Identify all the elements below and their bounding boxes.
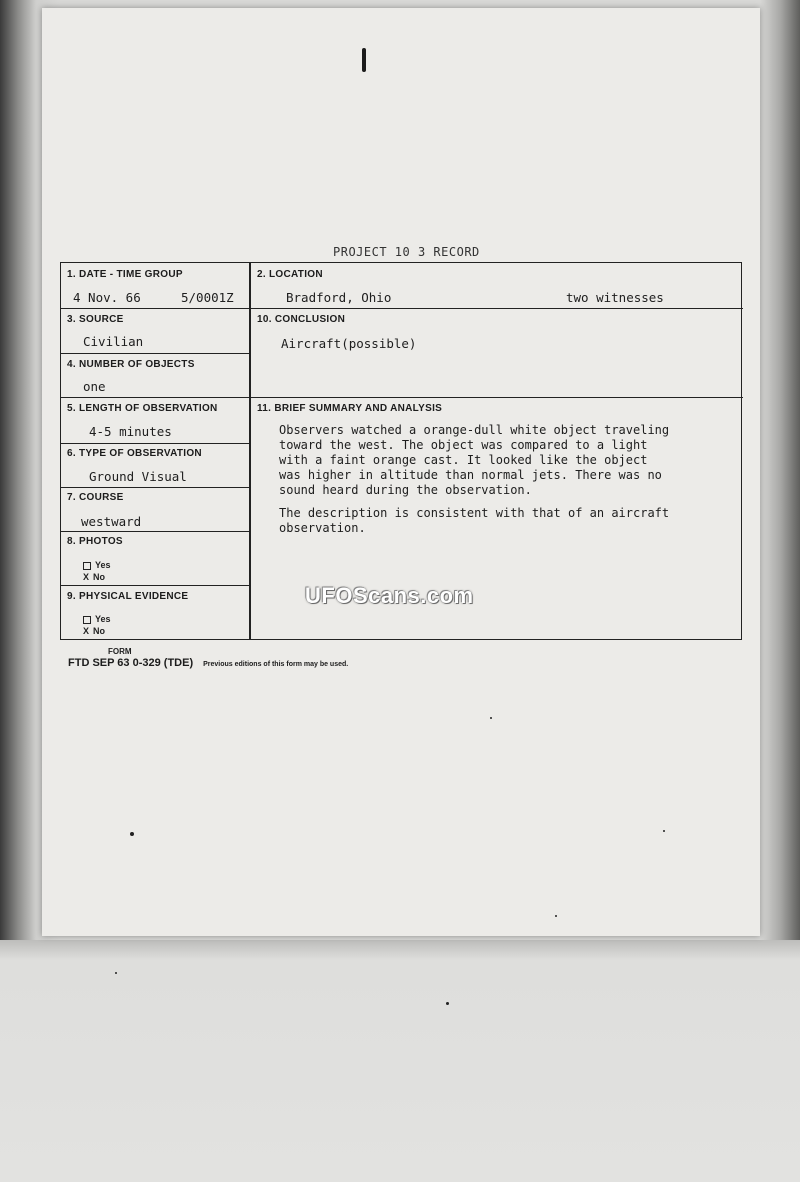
watermark: UFOScans.com <box>305 583 474 608</box>
number-of-objects-label: 4. NUMBER OF OBJECTS <box>67 359 195 370</box>
time-value: 5/0001Z <box>181 290 234 305</box>
row-divider <box>61 397 743 398</box>
summary-paragraph: The description is consistent with that of an aircraft observation. <box>279 506 670 535</box>
date-value: 4 Nov. 66 <box>73 290 141 305</box>
conclusion-label: 10. CONCLUSION <box>257 314 346 325</box>
evidence-no-option: X No <box>83 626 106 636</box>
row-divider <box>61 487 249 488</box>
footer-note: Previous editions of this form may be used. <box>203 661 349 668</box>
photos-yes-option: Yes <box>83 560 111 570</box>
source-value: Civilian <box>83 334 144 349</box>
speck <box>115 972 117 974</box>
check-mark: X <box>83 572 90 582</box>
check-mark: X <box>83 626 90 636</box>
speck <box>555 915 557 917</box>
footer-form-id: FTD SEP 63 0-329 (TDE) Previous editions of this form may be used. <box>68 657 349 669</box>
footer-form-word: FORM <box>108 647 132 656</box>
column-divider <box>249 263 251 639</box>
type-of-observation-label: 6. TYPE OF OBSERVATION <box>67 448 202 459</box>
row-divider <box>61 443 249 444</box>
course-label: 7. COURSE <box>67 492 124 503</box>
ink-mark <box>362 48 366 72</box>
summary-text <box>279 423 719 544</box>
speck <box>490 717 492 719</box>
length-of-observation-label: 5. LENGTH OF OBSERVATION <box>67 403 218 414</box>
scan-lower-area <box>0 940 800 1182</box>
conclusion-value: Aircraft(possible) <box>281 336 417 351</box>
type-of-observation-value: Ground Visual <box>89 469 187 484</box>
speck <box>446 1002 449 1005</box>
summary-paragraph: Observers watched a orange-dull white object traveling toward the west. The object was compared to a light with a faint orange cast. It looked like the object was higher in altitude than normal jets. There was no sound heard during the observation. <box>279 423 670 497</box>
record-title: PROJECT 10 3 RECORD <box>333 245 480 259</box>
row-divider <box>61 585 249 586</box>
witnesses-value: two witnesses <box>566 290 664 305</box>
speck <box>663 830 665 832</box>
length-of-observation-value: 4-5 minutes <box>89 424 172 439</box>
summary-label: 11. BRIEF SUMMARY AND ANALYSIS <box>257 403 443 414</box>
row-divider <box>61 353 249 354</box>
row-divider <box>61 308 743 309</box>
row-divider <box>61 531 249 532</box>
speck <box>130 832 134 836</box>
number-of-objects-value: one <box>83 379 106 394</box>
location-value: Bradford, Ohio <box>286 290 392 305</box>
photos-label: 8. PHOTOS <box>67 536 123 547</box>
checkbox-icon <box>83 562 91 570</box>
evidence-yes-option: Yes <box>83 614 111 624</box>
physical-evidence-label: 9. PHYSICAL EVIDENCE <box>67 591 189 602</box>
location-label: 2. LOCATION <box>257 269 323 280</box>
checkbox-icon <box>83 616 91 624</box>
date-time-label: 1. DATE - TIME GROUP <box>67 269 183 280</box>
course-value: westward <box>81 514 142 529</box>
photos-no-option: X No <box>83 572 106 582</box>
source-label: 3. SOURCE <box>67 314 124 325</box>
